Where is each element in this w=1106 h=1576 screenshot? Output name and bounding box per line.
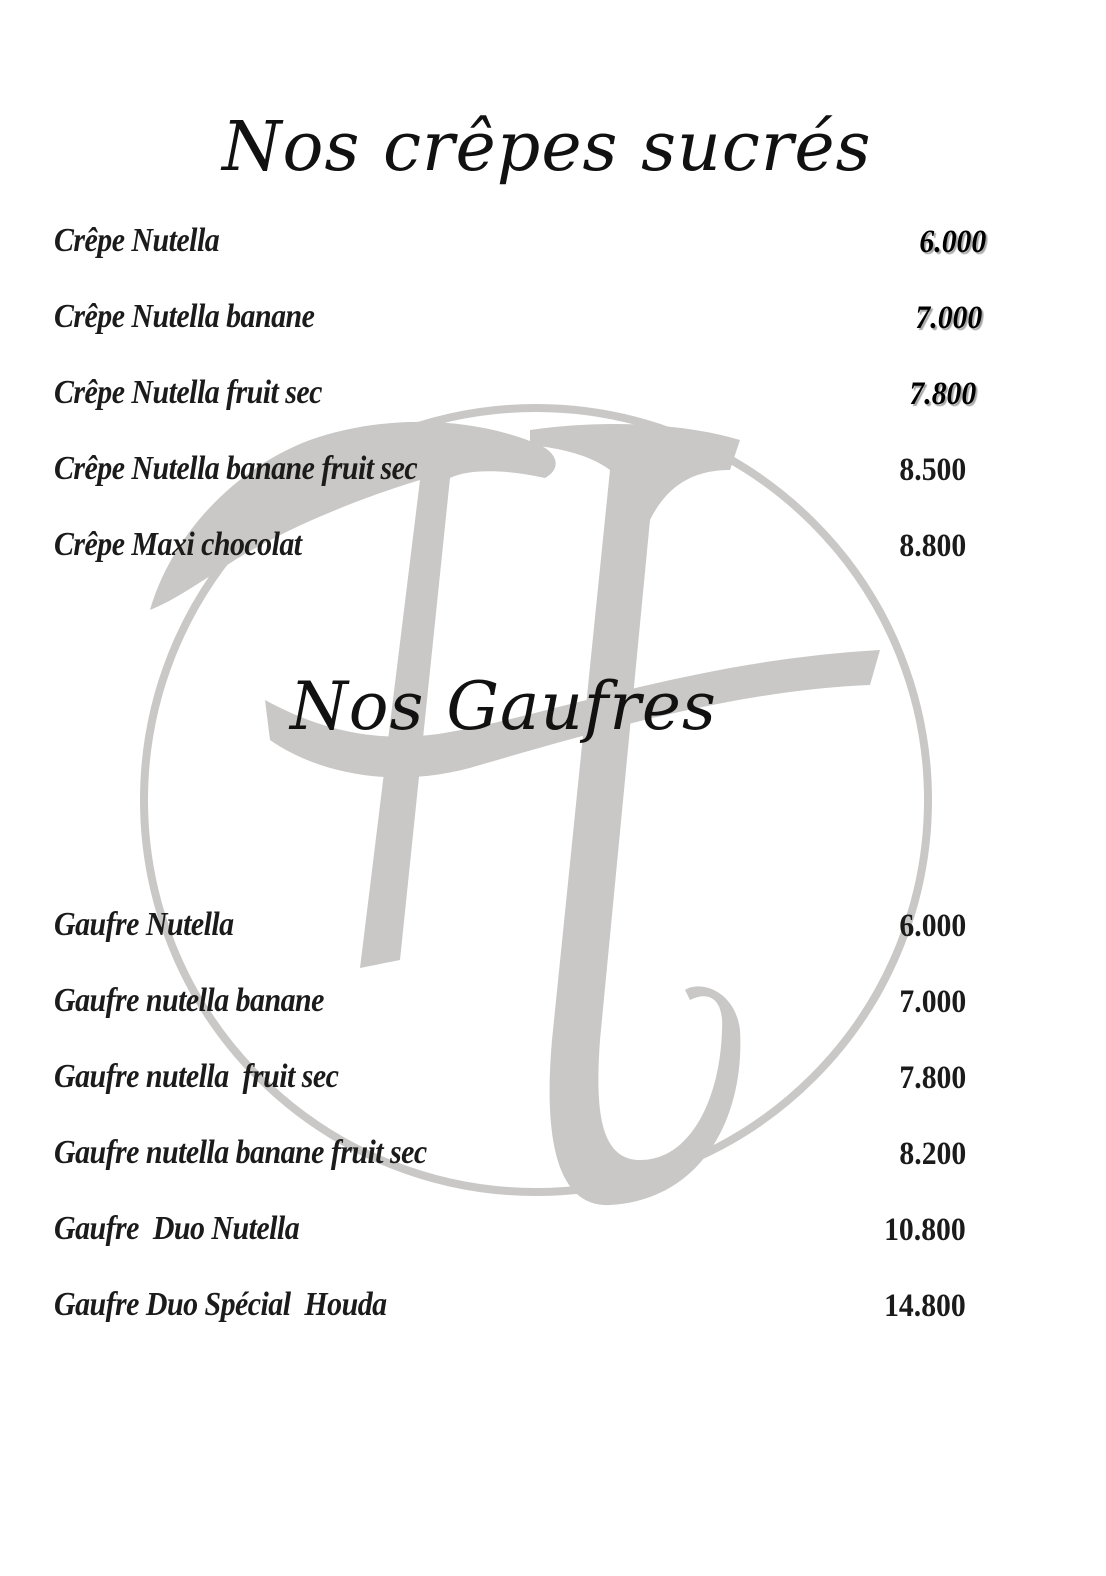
item-name: Gaufre Duo Nutella	[54, 1210, 300, 1247]
item-name: Gaufre Nutella	[54, 906, 234, 943]
gaufres-section-title: Nos Gaufres	[290, 668, 717, 745]
item-price: 8.200	[899, 1136, 966, 1172]
list-item	[0, 370, 1106, 446]
list-item	[0, 902, 1106, 978]
list-item	[0, 1282, 1106, 1358]
item-price: 8.800	[899, 528, 966, 564]
list-item	[0, 1206, 1106, 1282]
item-name: Crêpe Nutella banane	[54, 298, 315, 335]
item-price: 7.000	[915, 300, 982, 336]
list-item	[0, 522, 1106, 598]
item-name: Crêpe Nutella	[54, 222, 220, 259]
list-item	[0, 294, 1106, 370]
item-price: 7.800	[899, 1060, 966, 1096]
item-price: 7.800	[909, 376, 976, 412]
list-item	[0, 1054, 1106, 1130]
item-price: 7.000	[899, 984, 966, 1020]
item-name: Crêpe Maxi chocolat	[54, 526, 302, 563]
item-name: Gaufre nutella banane	[54, 982, 324, 1019]
list-item	[0, 978, 1106, 1054]
item-price: 6.000	[899, 908, 966, 944]
item-name: Crêpe Nutella banane fruit sec	[54, 450, 418, 487]
item-price: 8.500	[899, 452, 966, 488]
crepes-menu-list	[0, 218, 1106, 598]
gaufres-menu-list	[0, 902, 1106, 1358]
item-name: Gaufre Duo Spécial Houda	[54, 1286, 387, 1323]
item-name: Crêpe Nutella fruit sec	[54, 374, 322, 411]
list-item	[0, 218, 1106, 294]
item-price: 14.800	[884, 1288, 966, 1324]
item-name: Gaufre nutella banane fruit sec	[54, 1134, 427, 1171]
crepes-section-title: Nos crêpes sucrés	[222, 108, 872, 187]
item-name: Gaufre nutella fruit sec	[54, 1058, 339, 1095]
list-item	[0, 446, 1106, 522]
list-item	[0, 1130, 1106, 1206]
item-price: 10.800	[884, 1212, 966, 1248]
item-price: 6.000	[919, 224, 986, 260]
